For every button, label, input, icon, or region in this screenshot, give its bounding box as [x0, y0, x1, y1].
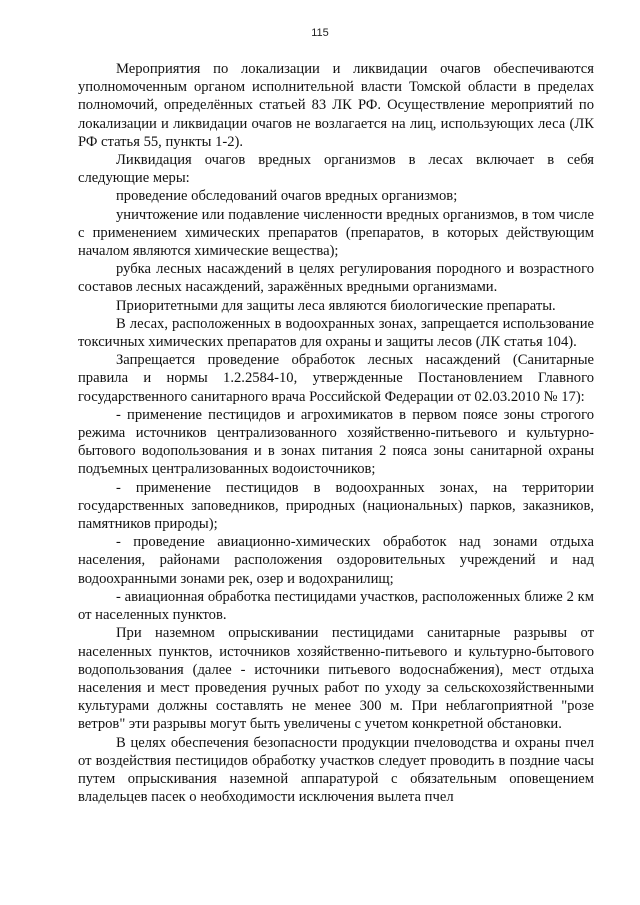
paragraph-elimination-intro: Ликвидация очагов вредных организмов в лесах включает в себя следующие меры: — [78, 152, 594, 187]
list-item-strict-regime-zones: - применение пестицидов и агрохимикатов в первом поясе зоны строгого режима источников централизованного хозяйственно-питьевого и культурно-бытового водопользования и в зонах питания 2 пояса зоны санитарной охраны подъемных централизованных водоисточников; — [78, 406, 594, 478]
paragraph-measure-suppression: уничтожение или подавление численности вредных организмов, в том числе с применением химических препаратов (препаратов, в которых действующим началом являются химические вещества); — [78, 206, 594, 260]
list-item-aviation-near-settlements: - авиационная обработка пестицидами участков, расположенных ближе 2 км от населенных пунктов. — [78, 588, 594, 624]
paragraph-biological-priority: Приоритетными для защиты леса являются биологические препараты. — [116, 297, 556, 314]
page-number: 115 — [311, 27, 329, 39]
paragraph-ground-spraying-gaps: При наземном опрыскивании пестицидами санитарные разрывы от населенных пунктов, источников хозяйственно-питьевого и культурно-бытового водопользования (далее - источники питьевого водоснабжения), мест отдыха населения и мест проведения ручных работ по уходу за сельскохозяйственными культурами должны составлять не менее 300 м. При неблагоприятной "розе ветров" эти разрывы могут быть увеличены с учетом конкретной обстановки. — [78, 625, 594, 733]
paragraph-measure-felling: рубка лесных насаждений в целях регулирования породного и возрастного составов лесных насаждений, заражённых вредными организмами. — [78, 261, 594, 296]
document-body — [78, 60, 594, 806]
paragraph-measure-survey: проведение обследований очагов вредных организмов; — [116, 188, 458, 205]
paragraph-pest-focus-measures: Мероприятия по локализации и ликвидации очагов обеспечиваются уполномоченным органом исполнительной власти Томской области в пределах полномочий, определённых статьей 83 ЛК РФ. Осуществление мероприятий по локализации и ликвидации очагов не возлагается на лиц, использующих леса (ЛК РФ статья 55, пункты 1-2). — [78, 61, 594, 150]
list-item-aviation-treatment-zones: - проведение авиационно-химических обработок над зонами отдыха населения, районами расположения оздоровительных учреждений и над водоохранными зонами рек, озер и водохранилищ; — [78, 534, 594, 587]
paragraph-bee-protection: В целях обеспечения безопасности продукции пчеловодства и охраны пчел от воздействия пестицидов обработку участков следует проводить в поздние часы путем опрыскивания наземной аппаратурой с обязательным оповещением владельцев пасек о необходимости исключения вылета пчел — [78, 734, 594, 806]
paragraph-treatment-prohibition-intro: Запрещается проведение обработок лесных насаждений (Санитарные правила и нормы 1.2.2584-10, утвержденные Постановлением Главного государственного санитарного врача Российской Федерации от 02.03.2010 № 17): — [78, 352, 594, 405]
paragraph-water-protection-ban: В лесах, расположенных в водоохранных зонах, запрещается использование токсичных химических препаратов для охраны и защиты лесов (ЛК статья 104). — [78, 315, 594, 351]
list-item-protected-areas: - применение пестицидов в водоохранных зонах, на территории государственных заповедников, природных (национальных) парков, заказников, памятников природы); — [78, 479, 594, 533]
